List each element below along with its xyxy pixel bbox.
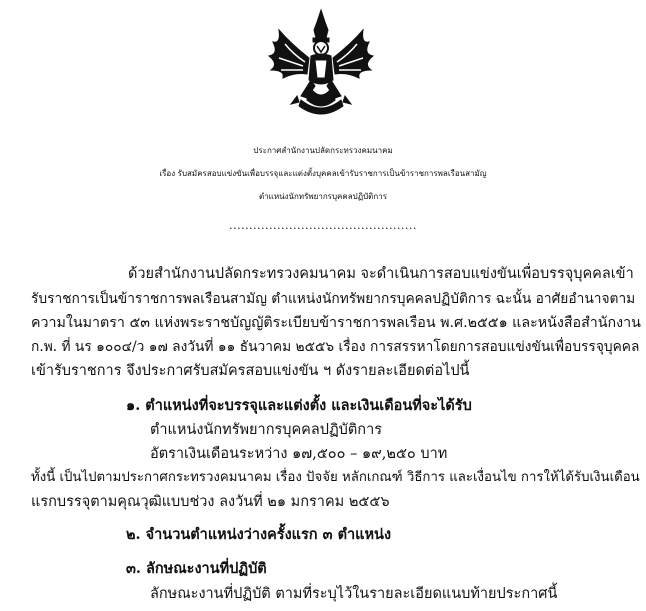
- intro-line: รับราชการเป็นข้าราชการพลเรือนสามัญ ตำแหน่งนักทรัพยากรบุคคลปฏิบัติการ ฉะนั้น อาศัยอำนาจตาม: [31, 291, 636, 307]
- section-1-note: ทั้งนี้ เป็นไปตามประกาศกระทรวงคมนาคม เรื่อง ปัจจัย หลักเกณฑ์ วิธีการ และเงื่อนไข การให้ได้รับเงินเดือน: [31, 470, 640, 485]
- section-3-text: ลักษณะงานที่ปฏิบัติ ตามที่ระบุไว้ในรายละเอียดแนบท้ายประกาศนี้: [150, 586, 558, 602]
- section-1-note: แรกบรรจุตามคุณวุฒิแบบช่วง ลงวันที่ ๒๑ มกราคม ๒๕๕๖: [31, 494, 390, 510]
- section-1-position: ตำแหน่งนักทรัพยากรบุคคลปฏิบัติการ: [150, 422, 383, 438]
- announcement-subject: เรื่อง รับสมัครสอบแข่งขันเพื่อบรรจุและแต่งตั้งบุคคลเข้ารับราชการเป็นข้าราชการพลเรือนสามัญ: [159, 169, 487, 178]
- section-3-heading: ๓. ลักษณะงานที่ปฏิบัติ: [126, 560, 267, 577]
- intro-line: ด้วยสำนักงานปลัดกระทรวงคมนาคม จะดำเนินการสอบแข่งขันเพื่อบรรจุบุคคลเข้า: [128, 266, 634, 282]
- section-1-salary: อัตราเงินเดือนระหว่าง ๑๗,๕๐๐ – ๑๙,๒๕๐ บาท: [150, 446, 448, 462]
- section-2-heading: ๒. จำนวนตำแหน่งว่างครั้งแรก ๓ ตำแหน่ง: [126, 526, 392, 543]
- position-title: ตำแหน่งนักทรัพยากรบุคคลปฏิบัติการ: [258, 192, 387, 201]
- intro-line: ความในมาตรา ๕๓ แห่งพระราชบัญญัติระเบียบข้าราชการพลเรือน พ.ศ.๒๕๕๑ และหนังสือสำนักงาน: [31, 315, 641, 331]
- section-1-heading: ๑. ตำแหน่งที่จะบรรจุและแต่งตั้ง และเงินเดือนที่จะได้รับ: [126, 397, 472, 414]
- intro-line: เข้ารับราชการ จึงประกาศรับสมัครสอบแข่งขัน ฯ ดังรายละเอียดต่อไปนี้: [31, 363, 470, 379]
- separator-line: ...............................................: [229, 219, 417, 232]
- intro-line: ก.พ. ที่ นร ๑๐๐๔/ว ๑๗ ลงวันที่ ๑๑ ธันวาคม ๒๕๕๖ เรื่อง การสรรหาโดยการสอบแข่งขันเพื่อบรรจุบุคคล: [31, 339, 640, 355]
- announcement-title: ประกาศสำนักงานปลัดกระทรวงคมนาคม: [253, 146, 393, 155]
- garuda-emblem-icon: [261, 8, 381, 120]
